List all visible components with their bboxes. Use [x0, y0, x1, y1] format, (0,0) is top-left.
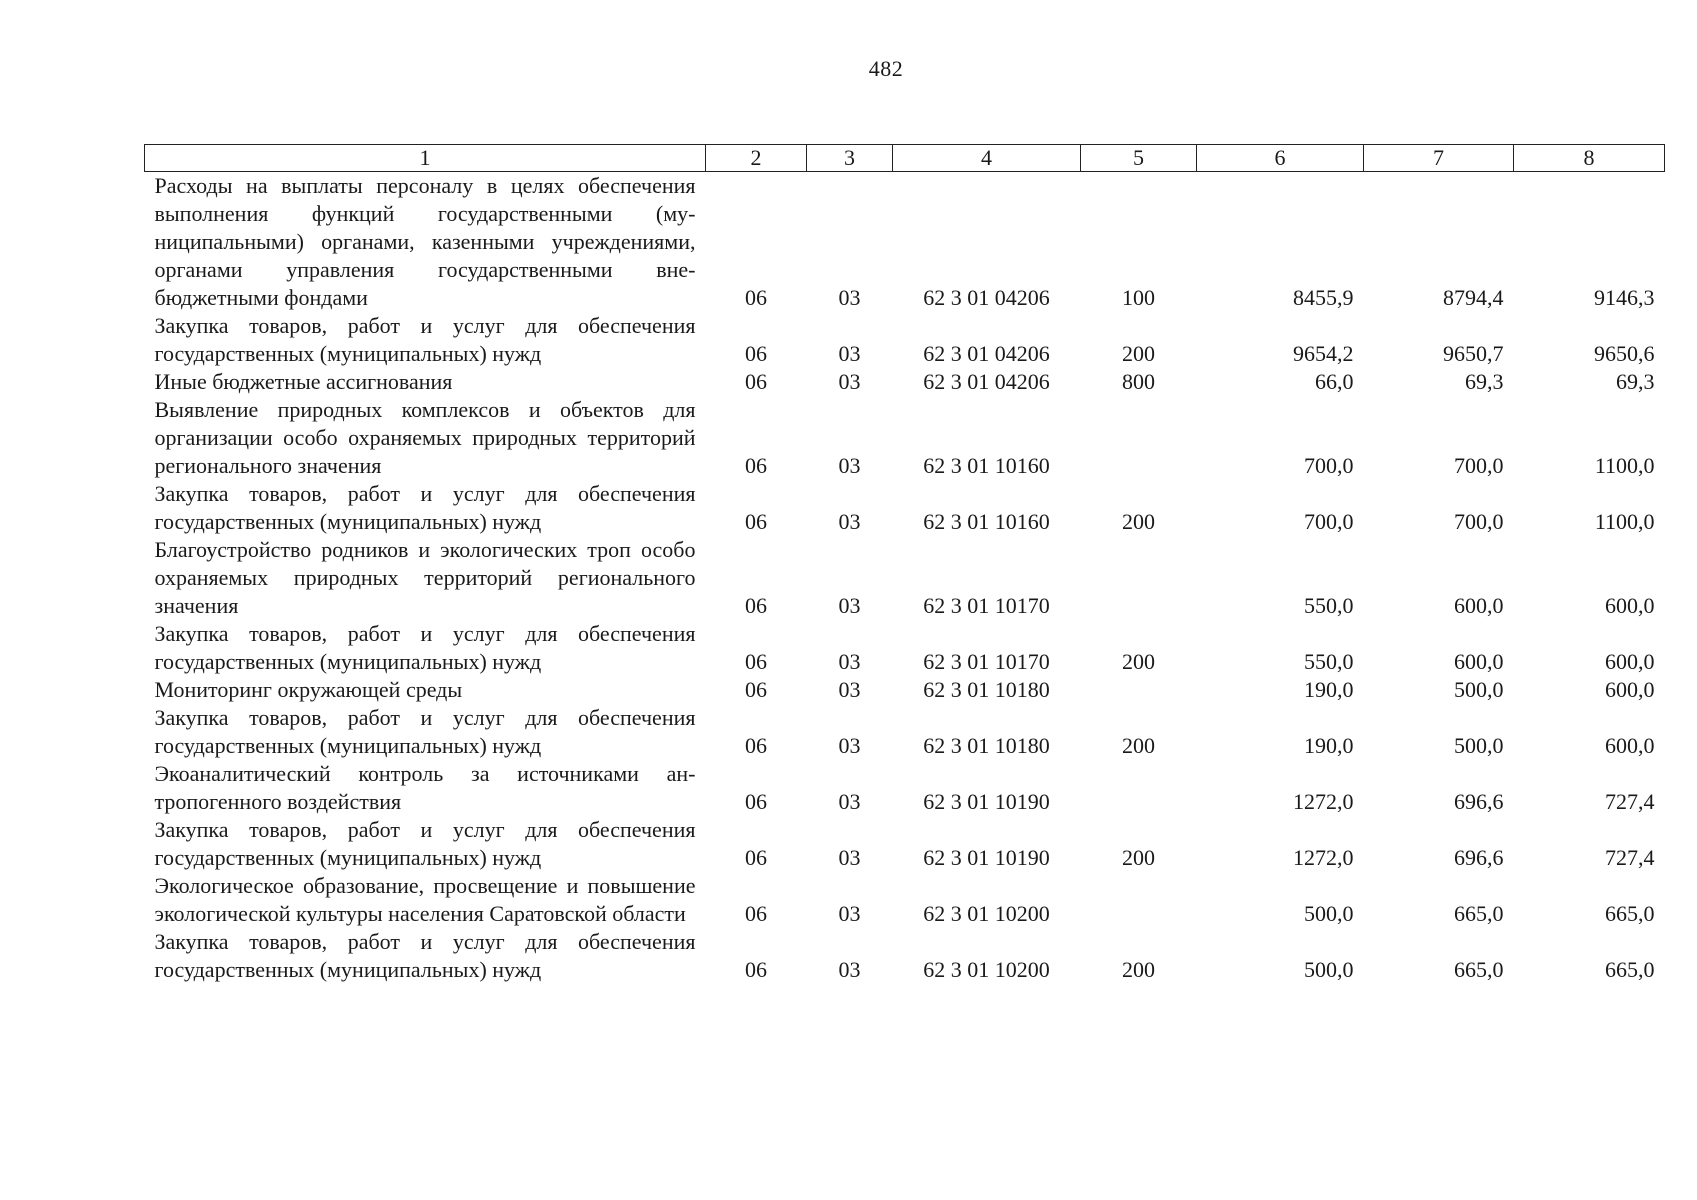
subsection-code: 03: [838, 677, 861, 702]
expense-type-code: [1081, 396, 1197, 480]
target-article-code: 62 3 01 10200: [923, 901, 1050, 926]
target-article-code: 62 3 01 10190: [923, 789, 1050, 814]
amount-col-7: 665,0: [1454, 957, 1504, 982]
amount-col-8: 600,0: [1605, 677, 1655, 702]
amount-col-7: 696,6: [1454, 845, 1504, 870]
item-name: Закупка товаров, работ и услуг для обеспечения государственных (муниципальных) нужд: [154, 817, 696, 870]
subsection-code: 03: [838, 285, 861, 310]
amount-col-6: 1272,0: [1293, 845, 1354, 870]
amount-col-6: 550,0: [1304, 649, 1354, 674]
table-row: [145, 368, 1665, 396]
amount-col-8: 9650,6: [1594, 341, 1655, 366]
table-row: [145, 396, 1665, 480]
section-code: 06: [745, 957, 767, 982]
header-col-2: 2: [706, 145, 807, 172]
table-row: [145, 536, 1665, 620]
header-col-8: 8: [1514, 145, 1665, 172]
expense-type-code: [1081, 872, 1197, 928]
target-article-code: 62 3 01 10160: [923, 509, 1050, 534]
amount-col-6: 500,0: [1304, 957, 1354, 982]
amount-col-7: 9650,7: [1443, 341, 1504, 366]
amount-col-6: 700,0: [1304, 453, 1354, 478]
expense-type-code: [1081, 760, 1197, 816]
target-article-code: 62 3 01 10180: [923, 733, 1050, 758]
amount-col-8: 727,4: [1605, 789, 1655, 814]
amount-col-7: 69,3: [1465, 369, 1504, 394]
section-code: 06: [745, 341, 767, 366]
expense-type-code: 200: [1122, 649, 1155, 674]
amount-col-7: 600,0: [1454, 649, 1504, 674]
subsection-code: 03: [838, 369, 861, 394]
table-row: [145, 620, 1665, 676]
subsection-code: 03: [838, 789, 861, 814]
target-article-code: 62 3 01 10170: [923, 593, 1050, 618]
amount-col-6: 700,0: [1304, 509, 1354, 534]
section-code: 06: [745, 593, 767, 618]
amount-col-6: 190,0: [1304, 733, 1354, 758]
table-row: [145, 172, 1665, 313]
amount-col-7: 665,0: [1454, 901, 1504, 926]
expense-type-code: [1081, 676, 1197, 704]
target-article-code: 62 3 01 10190: [923, 845, 1050, 870]
item-name: Закупка товаров, работ и услуг для обеспечения государственных (муниципальных) нужд: [154, 313, 696, 366]
header-row: [145, 145, 1665, 172]
table-row: [145, 312, 1665, 368]
subsection-code: 03: [838, 509, 861, 534]
subsection-code: 03: [838, 649, 861, 674]
expense-type-code: 200: [1122, 341, 1155, 366]
table-body: [145, 172, 1665, 985]
section-code: 06: [745, 509, 767, 534]
subsection-code: 03: [838, 845, 861, 870]
target-article-code: 62 3 01 04206: [923, 369, 1050, 394]
expense-type-code: [1081, 536, 1197, 620]
header-col-6: 6: [1197, 145, 1364, 172]
section-code: 06: [745, 901, 767, 926]
target-article-code: 62 3 01 10180: [923, 677, 1050, 702]
table-row: [145, 816, 1665, 872]
amount-col-6: 9654,2: [1293, 341, 1354, 366]
amount-col-6: 66,0: [1315, 369, 1354, 394]
expense-type-code: 200: [1122, 845, 1155, 870]
target-article-code: 62 3 01 10200: [923, 957, 1050, 982]
header-col-7: 7: [1364, 145, 1514, 172]
amount-col-6: 1272,0: [1293, 789, 1354, 814]
item-name: Закупка товаров, работ и услуг для обеспечения государственных (муниципальных) нужд: [154, 481, 696, 534]
amount-col-8: 600,0: [1605, 733, 1655, 758]
amount-col-8: 1100,0: [1594, 509, 1655, 534]
item-name: Закупка товаров, работ и услуг для обеспечения государственных (муниципальных) нужд: [154, 705, 696, 758]
section-code: 06: [745, 285, 767, 310]
amount-col-7: 500,0: [1454, 733, 1504, 758]
amount-col-6: 8455,9: [1293, 285, 1354, 310]
expense-type-code: 200: [1122, 733, 1155, 758]
target-article-code: 62 3 01 04206: [923, 285, 1050, 310]
item-name: Расходы на выплаты персоналу в целях обеспечения выполнения функций государственными (муниципальными) органами, казенными учреждениями, органами управления государственными внебюджетными фондами: [154, 173, 696, 310]
header-col-4: 4: [893, 145, 1081, 172]
section-code: 06: [745, 453, 767, 478]
subsection-code: 03: [838, 341, 861, 366]
item-name: Закупка товаров, работ и услуг для обеспечения государственных (муниципальных) нужд: [154, 621, 696, 674]
subsection-code: 03: [838, 593, 861, 618]
expense-type-code: 200: [1122, 509, 1155, 534]
page-number: 482: [868, 56, 904, 81]
table-row: [145, 928, 1665, 984]
amount-col-7: 696,6: [1454, 789, 1504, 814]
amount-col-7: 600,0: [1454, 593, 1504, 618]
table-row: [145, 704, 1665, 760]
table-header: [145, 145, 1665, 172]
target-article-code: 62 3 01 04206: [923, 341, 1050, 366]
item-name: Выявление природных комплексов и объектов для организации особо охраняемых природных территорий регионального значения: [154, 397, 696, 478]
amount-col-8: 727,4: [1605, 845, 1655, 870]
section-code: 06: [745, 789, 767, 814]
table-row: [145, 760, 1665, 816]
item-name: Закупка товаров, работ и услуг для обеспечения государственных (муниципальных) нужд: [154, 929, 696, 982]
amount-col-7: 700,0: [1454, 453, 1504, 478]
header-col-1: 1: [145, 145, 706, 172]
table-row: [145, 480, 1665, 536]
table-row: [145, 676, 1665, 704]
table-row: [145, 872, 1665, 928]
budget-table: [144, 144, 1665, 984]
amount-col-6: 550,0: [1304, 593, 1354, 618]
item-name: Иные бюджетные ассигнования: [154, 369, 453, 394]
amount-col-8: 9146,3: [1594, 285, 1655, 310]
item-name: Благоустройство родников и экологических троп особо охраняемых природных территорий регионального значения: [154, 537, 696, 618]
section-code: 06: [745, 677, 767, 702]
item-name: Экологическое образование, просвещение и повышение экологической культуры населения Саратовской области: [154, 873, 696, 926]
amount-col-7: 500,0: [1454, 677, 1504, 702]
amount-col-6: 190,0: [1304, 677, 1354, 702]
section-code: 06: [745, 845, 767, 870]
header-col-3: 3: [807, 145, 893, 172]
subsection-code: 03: [838, 901, 861, 926]
item-name: Экоаналитический контроль за источниками антропогенного воздействия: [154, 761, 696, 814]
expense-type-code: 100: [1122, 285, 1155, 310]
amount-col-8: 665,0: [1605, 957, 1655, 982]
target-article-code: 62 3 01 10170: [923, 649, 1050, 674]
amount-col-7: 700,0: [1454, 509, 1504, 534]
amount-col-8: 1100,0: [1594, 453, 1655, 478]
amount-col-7: 8794,4: [1443, 285, 1504, 310]
header-col-5: 5: [1081, 145, 1197, 172]
section-code: 06: [745, 733, 767, 758]
amount-col-8: 600,0: [1605, 593, 1655, 618]
subsection-code: 03: [838, 733, 861, 758]
expense-type-code: 200: [1122, 957, 1155, 982]
amount-col-8: 665,0: [1605, 901, 1655, 926]
target-article-code: 62 3 01 10160: [923, 453, 1050, 478]
section-code: 06: [745, 649, 767, 674]
expense-type-code: 800: [1122, 369, 1155, 394]
section-code: 06: [745, 369, 767, 394]
subsection-code: 03: [838, 957, 861, 982]
amount-col-8: 69,3: [1616, 369, 1655, 394]
amount-col-8: 600,0: [1605, 649, 1655, 674]
item-name: Мониторинг окружающей среды: [154, 677, 463, 702]
amount-col-6: 500,0: [1304, 901, 1354, 926]
subsection-code: 03: [838, 453, 861, 478]
